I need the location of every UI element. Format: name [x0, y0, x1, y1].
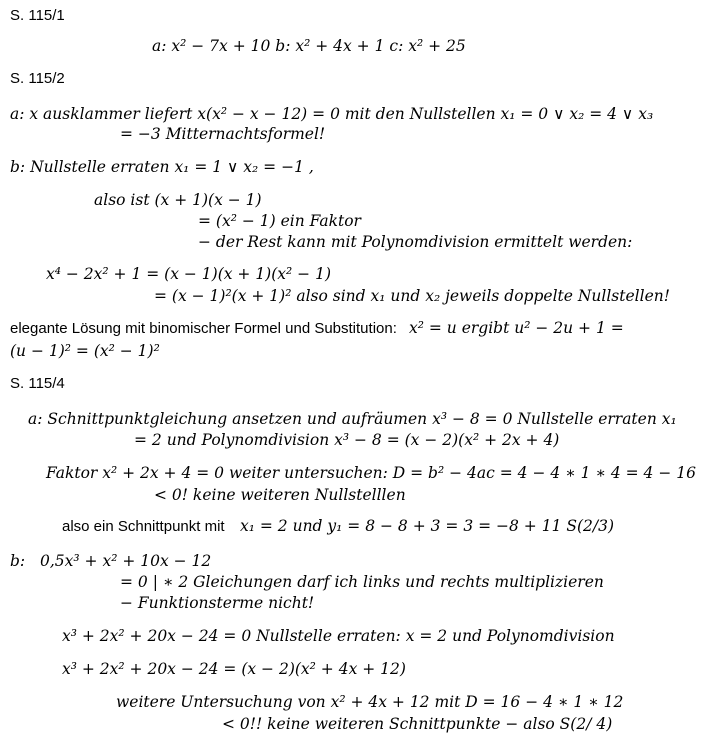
s115-4-b-line-2: = 0 | ∗ 2 Gleichungen darf ich links und rechts multiplizieren [120, 573, 604, 591]
heading-s115-1: S. 115/1 [10, 7, 65, 24]
s115-2-b-line-2: also ist (x + 1)(x − 1) [94, 191, 262, 209]
s115-4-a-line-1: a: Schnittpunktgleichung ansetzen und aufräumen x³ − 8 = 0 Nullstelle erraten x₁ [28, 410, 677, 428]
elegant-solution-line-2: (u − 1)² = (x² − 1)² [10, 342, 160, 360]
s115-4-a-line-3: Faktor x² + 2x + 4 = 0 weiter untersuchen: D = b² − 4ac = 4 − 4 ∗ 1 ∗ 4 = 4 − 16 [46, 464, 696, 482]
s115-4-a-line-4: < 0! keine weiteren Nullstelllen [154, 486, 406, 504]
s115-4-b-line-6: weitere Untersuchung von x² + 4x + 12 mit D = 16 − 4 ∗ 1 ∗ 12 [116, 693, 624, 711]
s115-2-b-line-3: = (x² − 1) ein Faktor [198, 212, 361, 230]
s115-2-b-line-4: − der Rest kann mit Polynomdivision ermittelt werden: [198, 233, 633, 251]
s115-2-b-line-5: x⁴ − 2x² + 1 = (x − 1)(x + 1)(x² − 1) [46, 265, 331, 283]
heading-s115-2: S. 115/2 [10, 70, 65, 87]
s115-4-a-line-5-text: also ein Schnittpunkt mit [62, 518, 225, 535]
elegant-solution-math: x² = u ergibt u² − 2u + 1 = [409, 319, 624, 337]
s115-4-a-line-2: = 2 und Polynomdivision x³ − 8 = (x − 2)(x² + 2x + 4) [134, 431, 560, 449]
exercise-1-terms: a: x² − 7x + 10 b: x² + 4x + 1 c: x² + 25 [152, 37, 466, 55]
s115-2-b-line-1: b: Nullstelle erraten x₁ = 1 ∨ x₂ = −1 , [10, 158, 314, 176]
s115-2-a-line-1: a: x ausklammer liefert x(x² − x − 12) = 0 mit den Nullstellen x₁ = 0 ∨ x₂ = 4 ∨ x₃ [10, 105, 654, 123]
s115-2-a-line-2: = −3 Mitternachtsformel! [120, 125, 326, 143]
s115-4-b-line-3: − Funktionsterme nicht! [120, 594, 315, 612]
s115-4-b-line-7: < 0!! keine weiteren Schnittpunkte − also S(2/ 4) [222, 715, 613, 733]
s115-4-b-label: b: [10, 552, 26, 570]
heading-s115-4: S. 115/4 [10, 375, 65, 392]
elegant-solution-text: elegante Lösung mit binomischer Formel und Substitution: [10, 320, 397, 337]
s115-4-b-line-5: x³ + 2x² + 20x − 24 = (x − 2)(x² + 4x + 12) [62, 660, 406, 678]
s115-4-b-line-4: x³ + 2x² + 20x − 24 = 0 Nullstelle erraten: x = 2 und Polynomdivision [62, 627, 615, 645]
s115-2-b-line-6: = (x − 1)²(x + 1)² also sind x₁ und x₂ jeweils doppelte Nullstellen! [154, 287, 670, 305]
s115-4-a-line-5-math: x₁ = 2 und y₁ = 8 − 8 + 3 = 3 = −8 + 11 S(2/3) [240, 517, 615, 535]
s115-4-b-equation: 0,5x³ + x² + 10x − 12 [40, 552, 212, 570]
